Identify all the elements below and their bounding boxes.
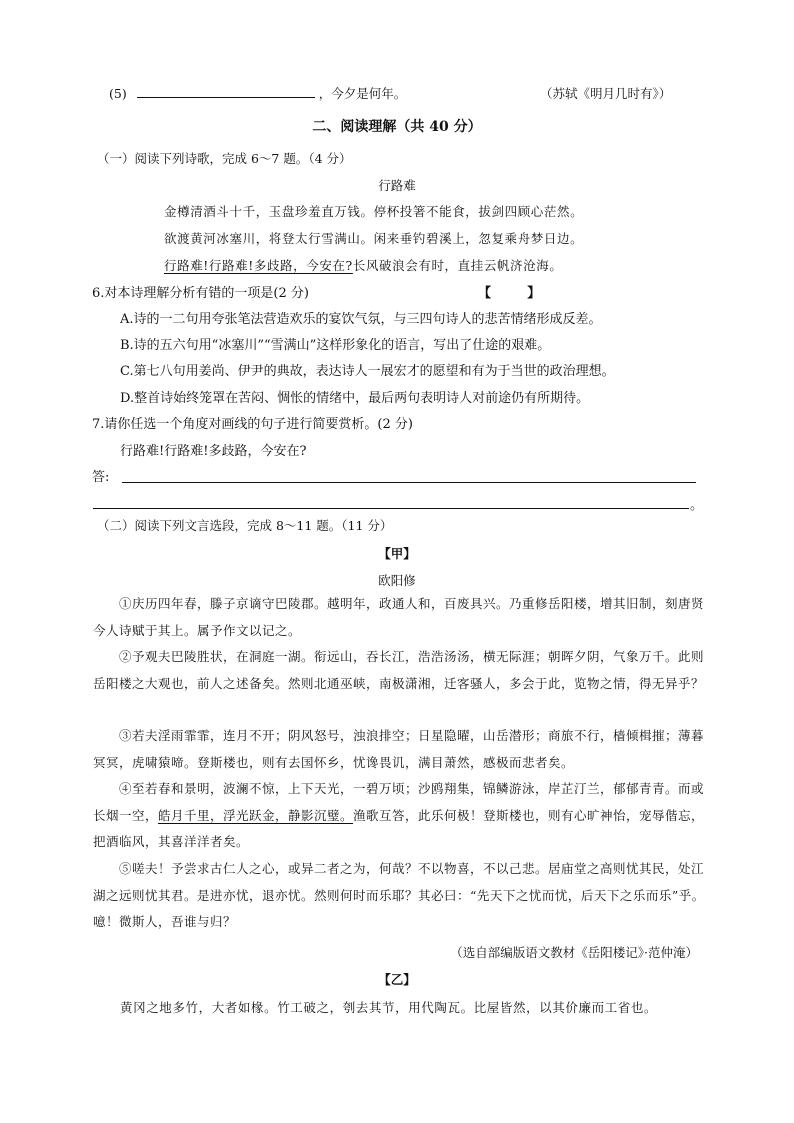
q7-answer-line-2[interactable]: [93, 508, 689, 509]
yi-passage: 黄冈之地多竹，大者如椽。竹工破之，刳去其节，用代陶瓦。比屋皆然，以其价廉而工省也。: [120, 1000, 658, 1015]
jia-label: 【甲】: [378, 546, 416, 561]
passage-paragraph-3: ③若夫淫雨霏霏，连月不开；阴风怒号，浊浪排空；日星隐曜，山岳潜形；商旅不行，樯倾楫摧；薄暮冥冥，虎啸猿啼。登斯楼也，则有去国怀乡，忧谗畏讥，满目萧然，感极而悲者矣。: [93, 728, 705, 770]
author: 欧阳修: [378, 573, 416, 588]
q6-option-c: C.第七八句用姜尚、伊尹的典故，表达诗人一展宏才的愿望和有为于当世的政治理想。: [120, 364, 615, 379]
passage-paragraph-4-part-a: ④至若春和景明，波澜不惊，上下天光，一碧万顷；沙鸥翔集，锦鳞游泳，岸芷汀兰，郁郁青青。而或长烟一空，: [93, 781, 705, 823]
q5-row: [109, 84, 406, 102]
q5-answer-blank[interactable]: [137, 85, 315, 98]
poem-title: 行路难: [378, 178, 416, 193]
poem-line-3: [164, 256, 562, 274]
section-title: 二、阅读理解（共 40 分）: [312, 119, 482, 135]
q6-option-d: D.整首诗始终笼罩在苦闷、惆怅的情绪中，最后两句表明诗人对前途仍有所期待。: [120, 391, 590, 406]
passage-underlined-sentence: 皓月千里，浮光跃金，静影沉璧。: [158, 807, 354, 823]
q6-stem: 6.对本诗理解分析有错的一项是(2 分): [92, 286, 309, 301]
yi-label: 【乙】: [378, 972, 416, 987]
poem-line-1: 金樽清酒斗十千，玉盘珍羞直万钱。停杯投箸不能食，拔剑四顾心茫然。: [164, 204, 584, 219]
q7-quote: 行路难!行路难!多歧路，今安在?: [120, 444, 307, 459]
poem-line-2: 欲渡黄河冰塞川，将登太行雪满山。闲来垂钓碧溪上，忽复乘舟梦日边。: [164, 231, 584, 246]
q5-tail: ，今夕是何年。: [318, 86, 407, 101]
q7-answer-line-1[interactable]: [122, 482, 696, 483]
q6-option-b: B.诗的五六句用“冰塞川”“雪满山”这样形象化的语言，写出了仕途的艰难。: [120, 338, 551, 353]
q7-stem: 7.请你任选一个角度对画线的句子进行简要赏析。(2 分): [92, 417, 413, 432]
part1-heading: （一）阅读下列诗歌，完成 6～7 题。（4 分）: [97, 151, 352, 166]
passage-paragraph-4: [93, 776, 705, 856]
passage-paragraph-4-part-b: 渔歌互答，此乐何极！登斯楼也，则有心旷神怡，宠辱偕忘，把酒临风，其喜洋洋者矣。: [93, 807, 705, 849]
passage-paragraph-1: ①庆历四年春，滕子京谪守巴陵郡。越明年，政通人和，百废具兴。乃重修岳阳楼，增其旧制，刻唐贤今人诗赋于其上。属予作文以记之。: [93, 596, 705, 638]
passage-paragraph-2: ②予观夫巴陵胜状，在洞庭一湖。衔远山，吞长江，浩浩汤汤，横无际涯；朝晖夕阴，气象万千。此则岳阳楼之大观也，前人之述备矣。然则北通巫峡，南极潇湘，迁客骚人，多会于此，览物之情，得无异乎？: [93, 649, 705, 691]
q5-source: （苏轼《明月几时有》）: [540, 86, 672, 101]
poem-line-3-rest: 长风破浪会有时，直挂云帆济沧海。: [352, 258, 563, 273]
passage-source: （选自部编版语文教材《岳阳楼记》·范仲淹）: [450, 945, 698, 960]
passage-paragraph-5: ⑤嗟夫！予尝求古仁人之心，或异二者之为，何哉？不以物喜，不以己悲。居庙堂之高则忧其民，处江湖之远则忧其君。是进亦忧，退亦忧。然则何时而乐耶？其必曰：“先天下之忧而忧，后天下之乐而乐”乎。噫！微斯人，吾谁与归？: [93, 861, 705, 929]
q6-answer-bracket[interactable]: 【 】: [478, 286, 541, 301]
q7-answer-label: 答:: [92, 470, 110, 485]
q7-end-mark: 。: [690, 498, 704, 513]
q5-number: (5): [109, 86, 127, 101]
part2-heading: （二）阅读下列文言选段，完成 8～11 题。（11 分）: [97, 518, 393, 533]
q6-option-a: A.诗的一二句用夸张笔法营造欢乐的宴饮气氛，与三四句诗人的悲苦情绪形成反差。: [120, 312, 602, 327]
poem-underlined-sentence: 行路难!行路难!多歧路，今安在?: [164, 258, 353, 273]
